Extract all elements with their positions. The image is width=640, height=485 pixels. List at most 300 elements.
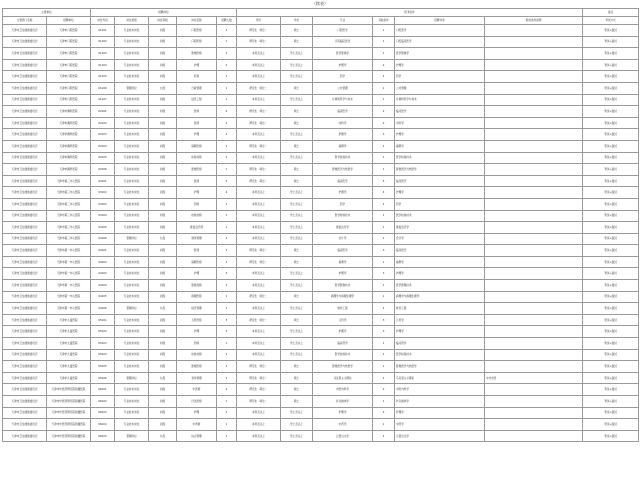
table-cell: 中药学 <box>313 419 373 431</box>
table-cell <box>485 71 583 83</box>
table-cell: 1 <box>217 430 237 442</box>
table-cell: 马克思主义理论 <box>313 372 373 384</box>
table-cell: 康复治疗师 <box>177 222 217 234</box>
table-cell: 会计学 <box>395 233 485 245</box>
table-cell: 护理学 <box>313 129 373 141</box>
table-cell: 天津市卫生健康委员会 <box>3 419 47 431</box>
table-cell: 笔试+面试 <box>583 303 639 315</box>
table-cell: 初级 <box>149 384 177 396</box>
table-cell: 学士及以上 <box>281 280 313 292</box>
table-cell: 学士及以上 <box>281 198 313 210</box>
table-cell: 麻醉学 <box>313 140 373 152</box>
table-cell: 初级 <box>149 187 177 199</box>
table-cell: 研究生（硕士） <box>237 140 281 152</box>
table-cell: 药学 <box>395 198 485 210</box>
table-cell: 护理 <box>177 129 217 141</box>
table-cell: 03105 <box>91 222 115 234</box>
table-cell: 1 <box>373 419 395 431</box>
table-row <box>3 419 639 431</box>
table-row <box>3 372 639 384</box>
table-cell: 1 <box>373 256 395 268</box>
table-cell: 天津市第三中心医院 <box>47 222 91 234</box>
table-cell: 专业技术岗位 <box>115 71 149 83</box>
table-cell: 影像医师 <box>177 164 217 176</box>
table-cell: 天津市卫生健康委员会 <box>3 82 47 94</box>
table-cell <box>485 349 583 361</box>
table-cell: 初级 <box>149 361 177 373</box>
table-cell: 初级 <box>149 106 177 118</box>
table-cell <box>485 419 583 431</box>
table-cell: 初级 <box>149 280 177 292</box>
table-cell: 初级 <box>149 268 177 280</box>
table-row <box>3 140 639 152</box>
table-cell: 03102 <box>91 187 115 199</box>
table-cell: 学士及以上 <box>281 152 313 164</box>
table-cell <box>485 25 583 37</box>
table-cell: 2 <box>373 106 395 118</box>
table-cell: 专业技术岗位 <box>115 210 149 222</box>
table-cell: 04103 <box>91 268 115 280</box>
table-cell: 研究生（硕士） <box>237 25 281 37</box>
table-cell: 本科及以上 <box>237 349 281 361</box>
table-cell: 1 <box>217 25 237 37</box>
table-cell: 1 <box>217 280 237 292</box>
table-cell: 专业技术岗位 <box>115 187 149 199</box>
table-cell: 笔试+面试 <box>583 187 639 199</box>
table-cell: 硕士 <box>281 245 313 257</box>
table-cell: 天津市胸科医院 <box>47 152 91 164</box>
table-cell: 硕士 <box>281 106 313 118</box>
table-cell: 笔试+面试 <box>583 430 639 442</box>
header-org-group: 主管单位 <box>3 9 91 17</box>
table-cell: 03106 <box>91 233 115 245</box>
table-cell: 计算机科学与技术 <box>313 94 373 106</box>
table-cell: 初级 <box>149 25 177 37</box>
table-cell: 针灸推拿学 <box>395 396 485 408</box>
table-cell: 笔试+面试 <box>583 36 639 48</box>
table-cell: 天津市卫生健康委员会 <box>3 187 47 199</box>
table-row <box>3 326 639 338</box>
table-cell: 天津市儿童医院 <box>47 372 91 384</box>
table-cell: 1 <box>373 372 395 384</box>
table-cell: 2 <box>373 59 395 71</box>
table-cell: 笔试+面试 <box>583 164 639 176</box>
table-cell: 学士及以上 <box>281 338 313 350</box>
table-cell: 1 <box>217 164 237 176</box>
table-cell: 硕士 <box>281 36 313 48</box>
table-cell: 影像医师 <box>177 48 217 60</box>
table-cell: 公共管理 <box>395 82 485 94</box>
table-cell: 管理岗位 <box>115 303 149 315</box>
table-cell: 九级 <box>149 82 177 94</box>
table-cell: 1 <box>217 152 237 164</box>
table-cell: 儿科医师 <box>177 314 217 326</box>
table-cell: 专业技术岗位 <box>115 384 149 396</box>
table-row <box>3 430 639 442</box>
table-cell <box>485 36 583 48</box>
table-cell: 3 <box>217 314 237 326</box>
table-row <box>3 59 639 71</box>
table-cell: 硕士 <box>281 396 313 408</box>
table-cell: 护理 <box>177 59 217 71</box>
table-cell: 专业技术岗位 <box>115 198 149 210</box>
table-cell: 1 <box>373 94 395 106</box>
table-cell: 专业技术岗位 <box>115 222 149 234</box>
table-cell: 软件工程 <box>395 303 485 315</box>
table-cell: 02106 <box>91 164 115 176</box>
table-cell: 护理学 <box>313 268 373 280</box>
table-cell: 01106 <box>91 82 115 94</box>
table-cell: 管理岗位 <box>115 233 149 245</box>
table-cell: 天津市卫生健康委员会 <box>3 361 47 373</box>
table-cell: 01104 <box>91 59 115 71</box>
table-cell <box>485 129 583 141</box>
table-row <box>3 291 639 303</box>
table-cell: 天津市卫生健康委员会 <box>3 256 47 268</box>
table-cell: 管理岗位 <box>115 372 149 384</box>
table-row <box>3 233 639 245</box>
table-cell: 管理岗位 <box>115 430 149 442</box>
table-cell: 初级 <box>149 349 177 361</box>
table-cell: 本科及以上 <box>237 268 281 280</box>
table-cell: 02104 <box>91 140 115 152</box>
table-cell: 本科及以上 <box>237 233 281 245</box>
table-cell: 1 <box>217 256 237 268</box>
table-cell: 笔试+面试 <box>583 94 639 106</box>
table-cell: 中药师 <box>177 419 217 431</box>
table-cell: 九级 <box>149 233 177 245</box>
table-cell: 中共党员 <box>485 372 583 384</box>
column-header: 主管部门名称 <box>3 17 47 25</box>
table-cell: 1 <box>373 280 395 292</box>
table-cell: 专业技术岗位 <box>115 106 149 118</box>
table-cell: 天津市儿童医院 <box>47 338 91 350</box>
table-cell: 06103 <box>91 407 115 419</box>
table-cell: 笔试+面试 <box>583 396 639 408</box>
table-cell: 临床医学 <box>395 106 485 118</box>
table-cell: 临床药学 <box>313 338 373 350</box>
table-cell: 学士及以上 <box>281 59 313 71</box>
table-cell: 天津市卫生健康委员会 <box>3 314 47 326</box>
table-cell: 1 <box>373 291 395 303</box>
table-cell: 1 <box>373 198 395 210</box>
table-cell: 初级 <box>149 129 177 141</box>
table-cell: 学士及以上 <box>281 349 313 361</box>
table-cell: 1 <box>373 222 395 234</box>
table-cell <box>485 384 583 396</box>
table-cell <box>485 210 583 222</box>
table-cell: 研究生（硕士） <box>237 372 281 384</box>
table-cell: 研究生（硕士） <box>237 256 281 268</box>
table-cell: 护理学 <box>395 59 485 71</box>
table-cell: 05102 <box>91 326 115 338</box>
table-cell: 硕士 <box>281 372 313 384</box>
table-cell <box>485 222 583 234</box>
table-cell: 影像医学与核医学 <box>395 361 485 373</box>
table-cell: 笔试+面试 <box>583 71 639 83</box>
table-cell: 笔试+面试 <box>583 280 639 292</box>
table-cell: 笔试+面试 <box>583 384 639 396</box>
table-cell: 影像技师 <box>177 280 217 292</box>
table-cell: 检验技师 <box>177 349 217 361</box>
table-cell: 05101 <box>91 314 115 326</box>
table-cell: 笔试+面试 <box>583 25 639 37</box>
table-cell: 天津市卫生健康委员会 <box>3 198 47 210</box>
table-cell: 天津市卫生健康委员会 <box>3 396 47 408</box>
table-cell: 笔试+面试 <box>583 338 639 350</box>
table-cell: 药学 <box>313 71 373 83</box>
table-cell: 初级 <box>149 152 177 164</box>
table-cell <box>485 396 583 408</box>
table-cell: 汉语言文学 <box>313 430 373 442</box>
table-cell: 初级 <box>149 117 177 129</box>
table-cell: 天津市卫生健康委员会 <box>3 326 47 338</box>
table-cell: 3 <box>217 245 237 257</box>
table-cell: 笔试+面试 <box>583 222 639 234</box>
table-cell: 天津市卫生健康委员会 <box>3 349 47 361</box>
table-cell: 口腔临床医学 <box>395 36 485 48</box>
table-cell: 针灸推拿学 <box>313 396 373 408</box>
table-cell: 学士及以上 <box>281 48 313 60</box>
table-cell: 专业技术岗位 <box>115 59 149 71</box>
table-cell: 1 <box>217 222 237 234</box>
table-cell: 专业技术岗位 <box>115 291 149 303</box>
table-row <box>3 210 639 222</box>
table-body <box>3 25 639 442</box>
table-cell: 专业技术岗位 <box>115 117 149 129</box>
table-cell: 1 <box>373 361 395 373</box>
column-header: 招聘人数 <box>217 17 237 25</box>
table-cell: 05106 <box>91 372 115 384</box>
table-cell: 本科及以上 <box>237 152 281 164</box>
table-cell: 天津市中医药研究院附属医院 <box>47 396 91 408</box>
table-cell: 研究生（硕士） <box>237 164 281 176</box>
table-cell: 2 <box>217 384 237 396</box>
table-cell: 1 <box>373 164 395 176</box>
table-cell: 天津市卫生健康委员会 <box>3 106 47 118</box>
table-cell: 1 <box>217 291 237 303</box>
table-cell: 天津市口腔医院 <box>47 59 91 71</box>
table-cell: 天津市卫生健康委员会 <box>3 384 47 396</box>
table-cell: 硕士 <box>281 175 313 187</box>
table-cell: 中医内科学 <box>395 384 485 396</box>
table-cell: 专业技术岗位 <box>115 326 149 338</box>
table-cell: 专业技术岗位 <box>115 280 149 292</box>
table-cell: 天津市卫生健康委员会 <box>3 48 47 60</box>
table-cell: 公共管理 <box>313 82 373 94</box>
table-cell: 专业技术岗位 <box>115 256 149 268</box>
table-cell: 天津市胸科医院 <box>47 129 91 141</box>
table-cell <box>485 140 583 152</box>
table-row <box>3 175 639 187</box>
table-cell: 笔试+面试 <box>583 291 639 303</box>
table-cell: 医师 <box>177 245 217 257</box>
table-cell <box>485 407 583 419</box>
table-cell: 天津市第一中心医院 <box>47 256 91 268</box>
table-cell: 本科及以上 <box>237 94 281 106</box>
table-cell: 医学检验技术 <box>313 210 373 222</box>
table-cell: 04102 <box>91 256 115 268</box>
table-cell: 专业技术岗位 <box>115 419 149 431</box>
table-cell: 天津市第三中心医院 <box>47 198 91 210</box>
table-cell: 护理学 <box>395 268 485 280</box>
table-cell: 初级 <box>149 164 177 176</box>
table-cell: 天津市中医药研究院附属医院 <box>47 419 91 431</box>
table-cell: 针灸医师 <box>177 396 217 408</box>
table-cell: 1 <box>217 338 237 350</box>
table-cell: 天津市胸科医院 <box>47 117 91 129</box>
table-cell: 01103 <box>91 48 115 60</box>
table-cell: 笔试+面试 <box>583 152 639 164</box>
table-cell: 专业技术岗位 <box>115 25 149 37</box>
table-cell: 学士及以上 <box>281 94 313 106</box>
table-cell: 天津市卫生健康委员会 <box>3 291 47 303</box>
table-cell: 06102 <box>91 396 115 408</box>
table-cell: 学士及以上 <box>281 71 313 83</box>
column-header: 专业 <box>313 17 373 25</box>
table-cell: 初级 <box>149 326 177 338</box>
table-cell: 天津市第三中心医院 <box>47 175 91 187</box>
table-cell: 九级 <box>149 303 177 315</box>
table-cell: 天津市中医药研究院附属医院 <box>47 407 91 419</box>
table-cell: 口腔医师 <box>177 25 217 37</box>
table-row <box>3 25 639 37</box>
table-cell <box>485 245 583 257</box>
table-cell: 3 <box>373 314 395 326</box>
table-cell: 03104 <box>91 210 115 222</box>
table-cell: 天津市第一中心医院 <box>47 245 91 257</box>
table-cell: 护理 <box>177 326 217 338</box>
table-row <box>3 198 639 210</box>
table-cell: 初级 <box>149 175 177 187</box>
table-cell <box>485 164 583 176</box>
table-cell: 麻醉学 <box>313 256 373 268</box>
table-cell: 初级 <box>149 36 177 48</box>
table-cell: 笔试+面试 <box>583 349 639 361</box>
table-row <box>3 48 639 60</box>
table-cell: 笔试+面试 <box>583 407 639 419</box>
table-cell: 财务管理 <box>177 233 217 245</box>
table-cell: 病理学与病理生理学 <box>395 291 485 303</box>
table-cell: 学士及以上 <box>281 326 313 338</box>
column-header: 招聘对象 <box>395 17 485 25</box>
table-cell: 1 <box>217 210 237 222</box>
table-cell: 1 <box>217 349 237 361</box>
table-cell: 专业技术岗位 <box>115 407 149 419</box>
table-cell: 3 <box>217 129 237 141</box>
table-cell: 2 <box>217 117 237 129</box>
table-cell: 药剂 <box>177 71 217 83</box>
table-cell: 天津市卫生健康委员会 <box>3 280 47 292</box>
column-header: 考试方式 <box>583 17 639 25</box>
table-cell: 初级 <box>149 291 177 303</box>
table-cell: 天津市第三中心医院 <box>47 187 91 199</box>
table-cell: 学士及以上 <box>281 430 313 442</box>
table-cell: 专业技术岗位 <box>115 396 149 408</box>
table-cell: 口腔医学 <box>395 25 485 37</box>
table-row <box>3 36 639 48</box>
table-cell: 本科及以上 <box>237 198 281 210</box>
table-cell: 医师 <box>177 175 217 187</box>
table-cell <box>485 59 583 71</box>
table-row <box>3 245 639 257</box>
table-cell: 3 <box>373 245 395 257</box>
table-cell: 01101 <box>91 25 115 37</box>
table-cell: 天津市卫生健康委员会 <box>3 117 47 129</box>
table-cell: 研究生（硕士） <box>237 82 281 94</box>
column-header: 岗位等级 <box>149 17 177 25</box>
table-cell <box>485 303 583 315</box>
table-cell: 04106 <box>91 303 115 315</box>
table-cell: 研究生（硕士） <box>237 117 281 129</box>
table-cell <box>485 48 583 60</box>
table-cell <box>485 233 583 245</box>
table-cell: 笔试+面试 <box>583 245 639 257</box>
table-cell: 4 <box>373 187 395 199</box>
table-cell: 硕士 <box>281 256 313 268</box>
table-cell <box>485 338 583 350</box>
table-cell: 天津市卫生健康委员会 <box>3 59 47 71</box>
table-row <box>3 117 639 129</box>
table-cell: 专业技术岗位 <box>115 349 149 361</box>
table-cell <box>485 175 583 187</box>
table-cell: 天津市口腔医院 <box>47 25 91 37</box>
table-cell: 硕士 <box>281 164 313 176</box>
table-cell: 天津市卫生健康委员会 <box>3 430 47 442</box>
table-cell: 3 <box>373 129 395 141</box>
table-row <box>3 164 639 176</box>
column-header: 岗位类别 <box>115 17 149 25</box>
table-cell: 1 <box>373 71 395 83</box>
table-cell: 天津市卫生健康委员会 <box>3 25 47 37</box>
table-cell: 天津市卫生健康委员会 <box>3 372 47 384</box>
table-cell: 麻醉学 <box>395 140 485 152</box>
table-cell: 本科及以上 <box>237 326 281 338</box>
table-cell: 1 <box>217 48 237 60</box>
table-cell: 1 <box>373 48 395 60</box>
table-cell: 03103 <box>91 198 115 210</box>
table-cell: 初级 <box>149 338 177 350</box>
table-cell: 天津市卫生健康委员会 <box>3 140 47 152</box>
table-cell: 马克思主义理论 <box>395 372 485 384</box>
table-cell: 本科及以上 <box>237 59 281 71</box>
table-row <box>3 222 639 234</box>
header-remark-group: 备注 <box>583 9 639 17</box>
table-cell: 口腔医师 <box>177 36 217 48</box>
table-cell: 笔试+面试 <box>583 198 639 210</box>
table-cell: 初级 <box>149 222 177 234</box>
table-cell: 本科及以上 <box>237 48 281 60</box>
table-cell: 检验技师 <box>177 210 217 222</box>
table-cell: 口腔临床医学 <box>313 36 373 48</box>
table-cell: 本科及以上 <box>237 419 281 431</box>
table-cell: 初级 <box>149 407 177 419</box>
column-header: 学历 <box>237 17 281 25</box>
table-cell: 本科及以上 <box>237 210 281 222</box>
table-cell: 3 <box>373 268 395 280</box>
table-cell: 4 <box>217 187 237 199</box>
table-cell: 1 <box>217 372 237 384</box>
table-cell: 初级 <box>149 94 177 106</box>
table-cell: 本科及以上 <box>237 222 281 234</box>
table-cell <box>485 106 583 118</box>
table-cell: 1 <box>373 210 395 222</box>
table-cell: 医学检验技术 <box>395 349 485 361</box>
column-header: 招聘单位 <box>47 17 91 25</box>
table-cell: 1 <box>217 94 237 106</box>
table-cell: 天津市胸科医院 <box>47 164 91 176</box>
table-cell: 医学检验技术 <box>395 210 485 222</box>
